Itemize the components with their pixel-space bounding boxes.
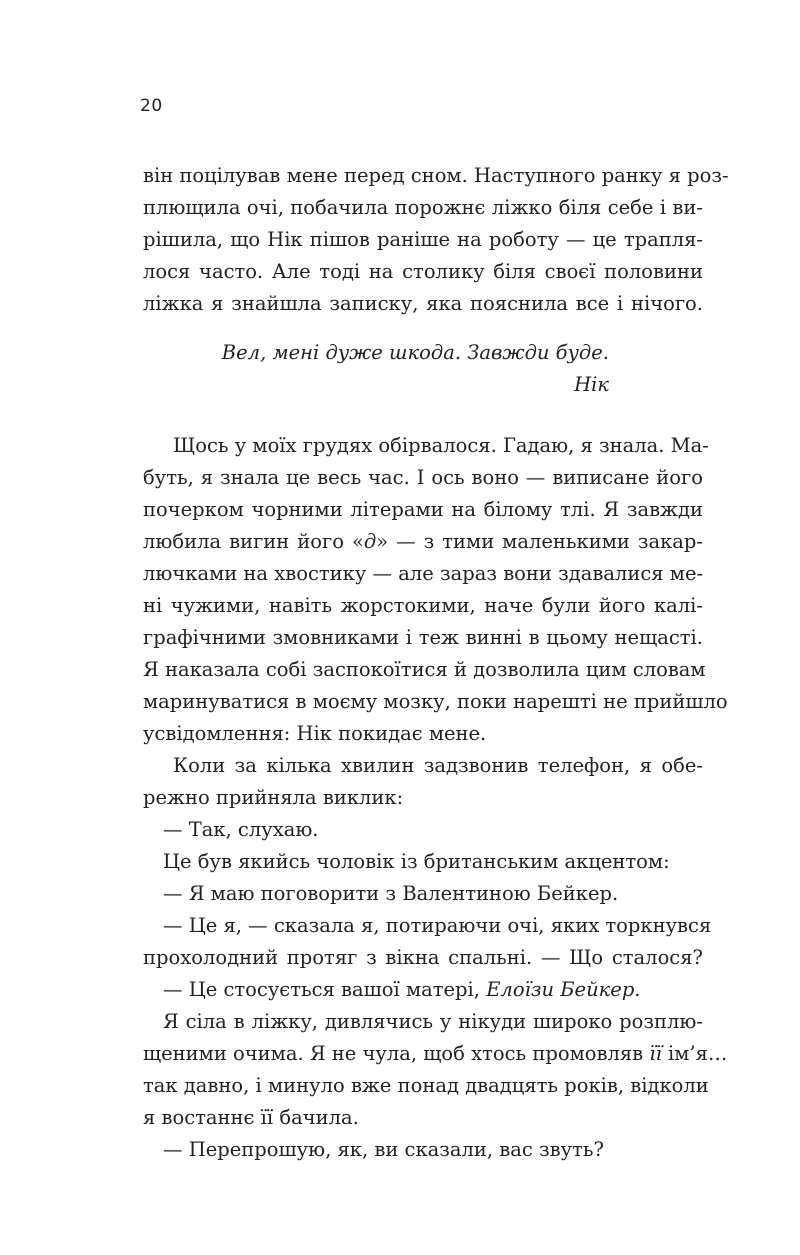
text-span: щеними очима. Я не чула, щоб хтось промовляв: [143, 1042, 650, 1065]
text-line: Я сіла в ліжку, дивлячись у нікуди широко розплю-: [163, 1010, 703, 1033]
paragraph-opening: [143, 160, 729, 320]
handwritten-note: [143, 337, 609, 401]
page-number: 20: [140, 96, 163, 116]
text-span: — Це стосується вашої матері,: [163, 978, 487, 1001]
text-line: лючками на хвостику — але зараз вони здавалися ме-: [143, 562, 704, 585]
text-span: любила вигин його «: [143, 530, 364, 553]
dialogue-line: — Так, слухаю.: [163, 818, 319, 841]
paragraph-reaction: [143, 430, 728, 1166]
text-line: він поцілував мене перед сном. Наступного ранку я роз-: [143, 164, 729, 187]
dialogue-line: — Перепрошую, як, ви сказали, вас звуть?: [163, 1138, 604, 1161]
text-span: ім’я…: [661, 1042, 728, 1065]
text-line: [143, 526, 703, 558]
text-line: режно прийняла виклик:: [143, 786, 404, 809]
text-line: прохолодний протяг з вікна спальні. — Що сталося?: [143, 946, 703, 969]
text-line: Це був якийсь чоловік із британським акцентом:: [163, 850, 670, 873]
text-line: ні чужими, навіть жорстокими, наче були його калі-: [143, 594, 703, 617]
text-line: Коли за кілька хвилин задзвонив телефон, я обе-: [173, 754, 703, 777]
italic-letter: д: [363, 530, 377, 553]
text-line: усвідомлення: Нік покидає мене.: [143, 722, 487, 745]
dialogue-line: [143, 974, 703, 1006]
italic-word: її: [649, 1042, 662, 1065]
text-line: я востаннє її бачила.: [143, 1106, 359, 1129]
text-line: графічними змовниками і теж винні в цьому нещасті.: [143, 626, 703, 649]
text-line: буть, я знала це весь час. І ось воно — виписане його: [143, 466, 703, 489]
italic-name: Елоїзи Бейкер.: [486, 978, 641, 1001]
text-line: маринуватися в моєму мозку, поки нарешті не прийшло: [143, 690, 728, 713]
text-line: плющила очі, побачила порожнє ліжко біля себе і ви-: [143, 196, 703, 219]
text-line: [143, 1038, 728, 1070]
text-line: рішила, що Нік пішов раніше на роботу — це трапля-: [143, 228, 703, 251]
text-span: » — з тими маленькими закар-: [376, 530, 703, 553]
text-line: почерком чорними літерами на білому тлі. Я завжди: [143, 498, 703, 521]
text-line: Щось у моїх грудях обірвалося. Гадаю, я знала. Ма-: [173, 434, 709, 457]
dialogue-line: — Я маю поговорити з Валентиною Бейкер.: [163, 882, 619, 905]
note-signature: Нік: [574, 373, 609, 396]
text-line: лося часто. Але тоді на столику біля своєї половини: [143, 260, 703, 283]
text-line: так давно, і минуло вже понад двадцять років, відколи: [143, 1074, 709, 1097]
note-text: Вел, мені дуже шкода. Завжди буде.: [221, 341, 609, 364]
dialogue-line: — Це я, — сказала я, потираючи очі, яких торкнувся: [163, 914, 712, 937]
text-line: ліжка я знайшла записку, яка пояснила все і нічого.: [143, 292, 703, 315]
text-line: Я наказала собі заспокоїтися й дозволила цим словам: [143, 658, 706, 681]
